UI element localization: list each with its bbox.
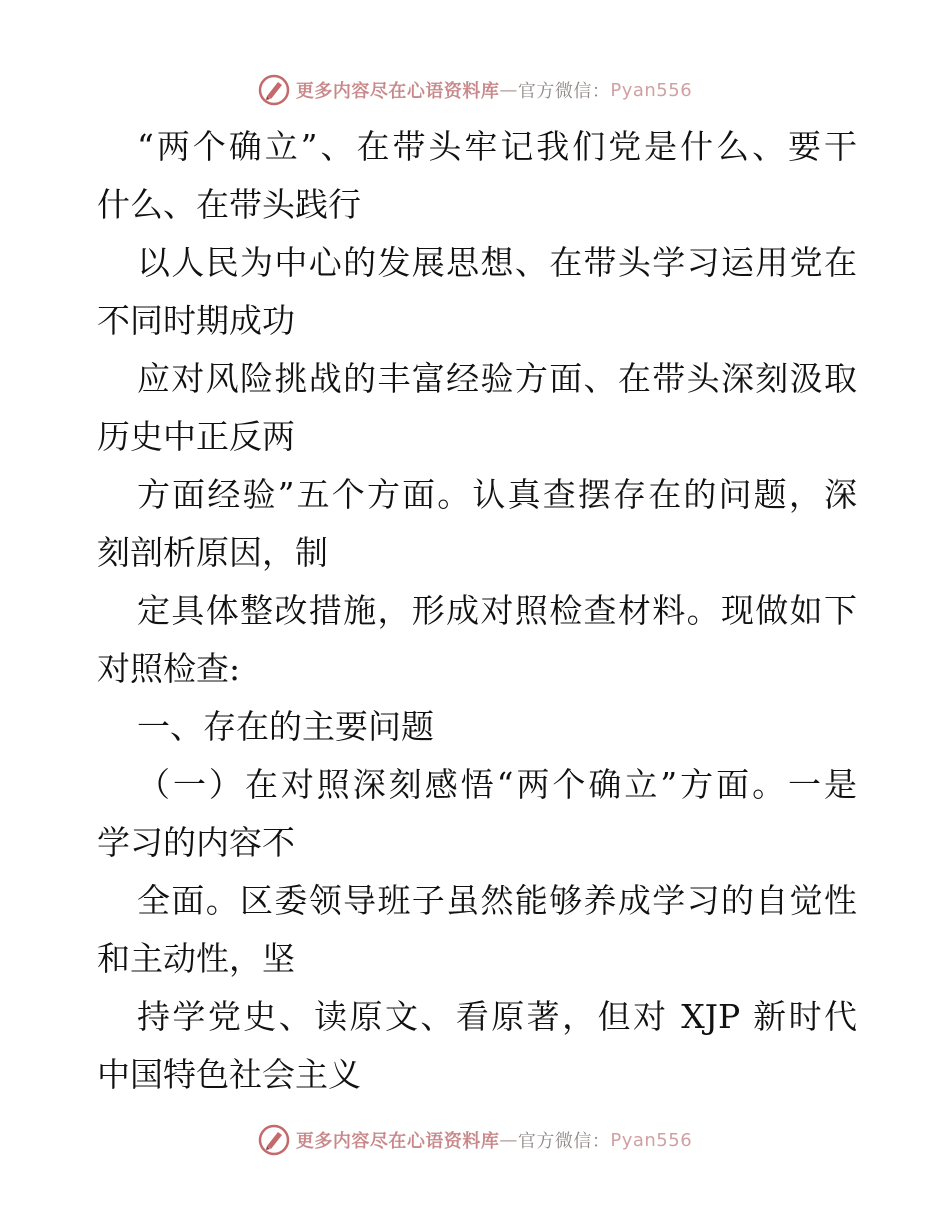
text-line: （一）在对照深刻感悟“两个确立”方面。一是	[137, 765, 857, 804]
pen-logo-icon	[258, 74, 290, 106]
text-line: 刻剖析原因，制	[97, 533, 328, 572]
watermark-id: Pyan556	[610, 1129, 693, 1151]
watermark-main-text: 更多内容尽在心语资料库	[295, 1131, 500, 1152]
text-line: 定具体整改措施，形成对照检查材料。现做如下	[137, 591, 857, 630]
watermark-id: Pyan556	[610, 79, 693, 101]
watermark-main-text: 更多内容尽在心语资料库	[295, 81, 500, 102]
text-line: 学习的内容不	[97, 823, 295, 862]
text-line: 历史中正反两	[97, 417, 295, 456]
watermark-dash: —	[499, 79, 518, 101]
section-heading: 一、存在的主要问题	[137, 707, 434, 746]
text-line: 方面经验”五个方面。认真查摆存在的问题，深	[137, 475, 857, 514]
watermark-label: 官方微信：	[517, 81, 611, 102]
text-line: 不同时期成功	[97, 301, 295, 340]
body-paragraph	[97, 118, 857, 1104]
watermark-dash: —	[499, 1129, 518, 1151]
header-watermark	[0, 70, 950, 110]
footer-watermark	[0, 1120, 950, 1160]
text-line: 以人民为中心的发展思想、在带头学习运用党在	[137, 243, 857, 282]
text-line: 全面。区委领导班子虽然能够养成学习的自觉性	[137, 881, 857, 920]
text-line: 什么、在带头践行	[97, 185, 361, 224]
text-line: 对照检查:	[97, 649, 241, 688]
pen-logo-icon	[258, 1124, 290, 1156]
text-line: 应对风险挑战的丰富经验方面、在带头深刻汲取	[137, 359, 857, 398]
watermark-label: 官方微信：	[517, 1131, 611, 1152]
text-line: “两个确立”、在带头牢记我们党是什么、要干	[137, 127, 857, 166]
text-line: 中国特色社会主义	[97, 1055, 361, 1094]
text-line: 持学党史、读原文、看原著，但对 XJP 新时代	[137, 997, 857, 1036]
text-line: 和主动性，坚	[97, 939, 295, 978]
